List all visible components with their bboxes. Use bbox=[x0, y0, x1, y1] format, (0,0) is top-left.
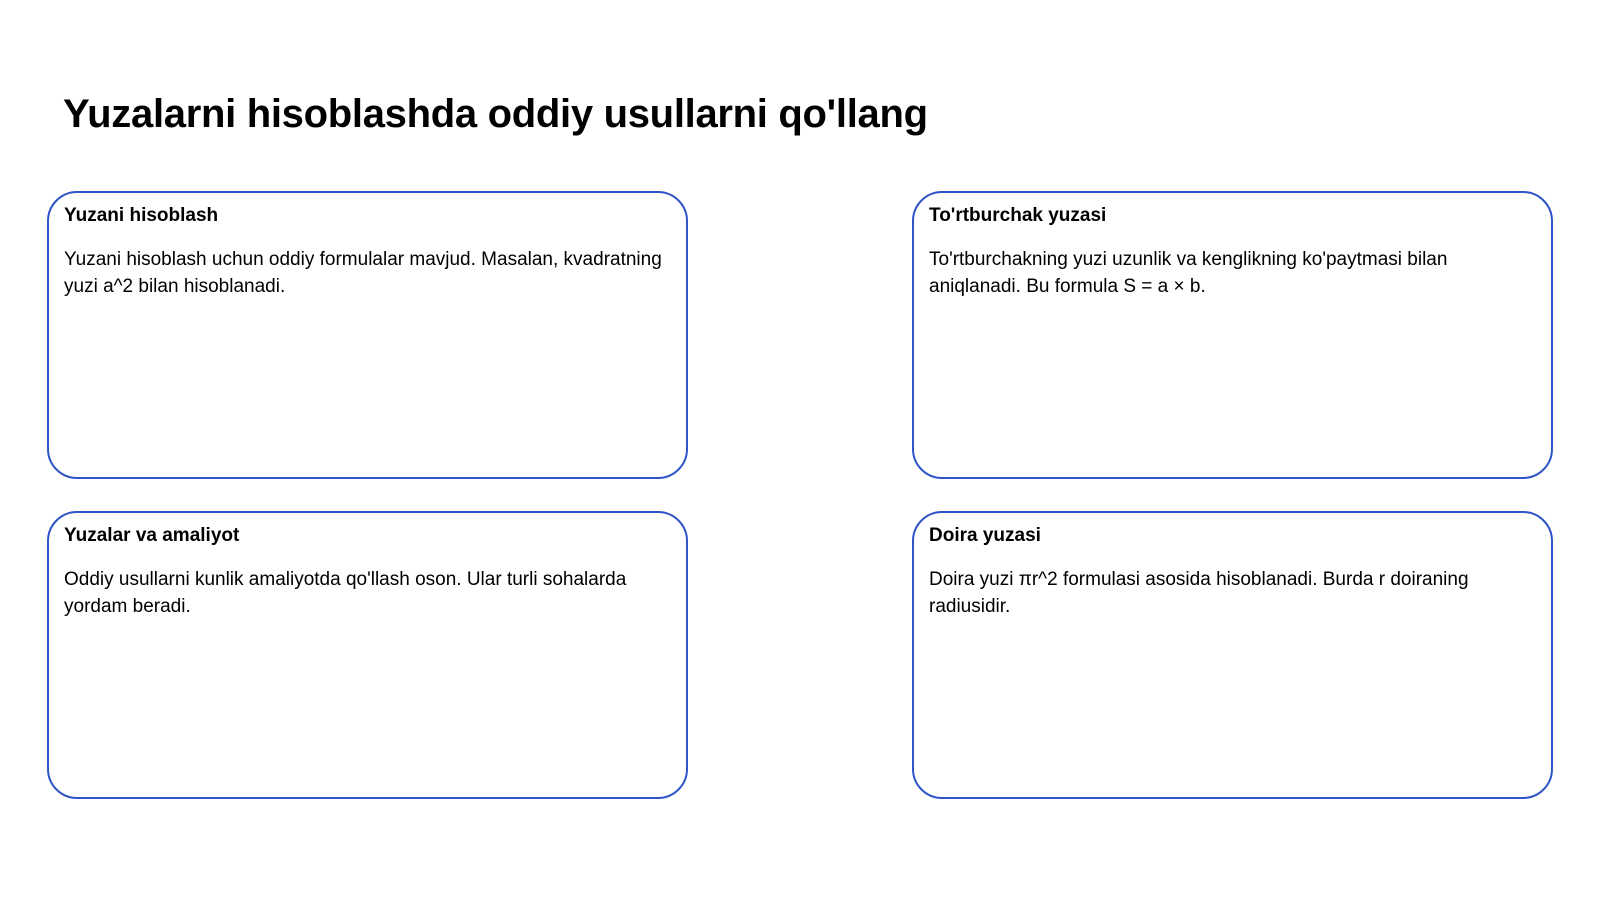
card-body: Yuzani hisoblash uchun oddiy formulalar mavjud. Masalan, kvadratning yuzi a^2 bilan hisoblanadi. bbox=[64, 249, 662, 297]
card-body: To'rtburchakning yuzi uzunlik va kenglikning ko'paytmasi bilan aniqlanadi. Bu formula S = a × b. bbox=[929, 249, 1448, 297]
card-body: Doira yuzi πr^2 formulasi asosida hisoblanadi. Burda r doiraning radiusidir. bbox=[929, 569, 1469, 617]
card-title: Doira yuzasi bbox=[929, 525, 1041, 546]
slide-title: Yuzalarni hisoblashda oddiy usullarni qo'llang bbox=[63, 92, 928, 136]
card-title: To'rtburchak yuzasi bbox=[929, 205, 1107, 226]
card-area-calculation bbox=[47, 191, 688, 479]
card-circle-area bbox=[912, 511, 1553, 799]
card-title: Yuzani hisoblash bbox=[64, 205, 219, 226]
card-rectangle-area bbox=[912, 191, 1553, 479]
card-title: Yuzalar va amaliyot bbox=[64, 525, 240, 546]
card-body: Oddiy usullarni kunlik amaliyotda qo'llash oson. Ular turli sohalarda yordam beradi. bbox=[64, 569, 627, 617]
card-areas-practice bbox=[47, 511, 688, 799]
